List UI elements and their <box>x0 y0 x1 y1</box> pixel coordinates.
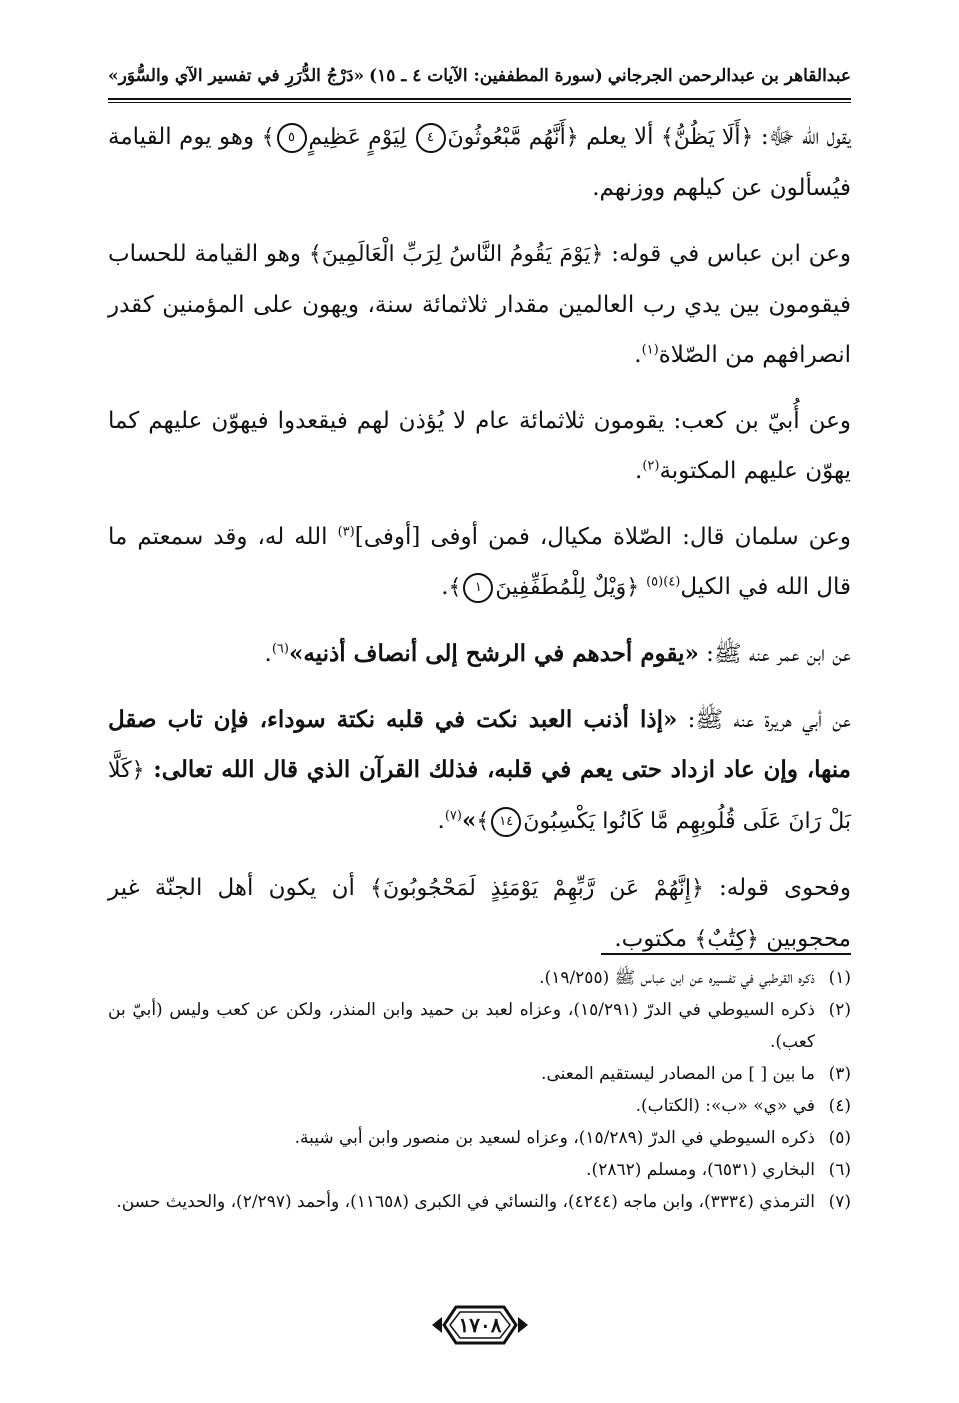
hadith-text: «يقوم أحدهم في الرشح إلى أنصاف أذنيه» <box>288 640 699 667</box>
text: الله له، وقد سمعتم ما قال الله في الكيل <box>108 524 851 600</box>
main-text <box>108 112 851 981</box>
footnote-number: (٤) <box>828 1096 851 1116</box>
footnote-number: (٦) <box>828 1160 851 1180</box>
page-number-ornament <box>430 1303 530 1347</box>
footnote-ref[interactable]: (٢) <box>642 458 660 474</box>
footnote-text: الترمذي (٣٣٣٤)، وابن ماجه (٤٢٤٤)، والنسائي في الكبرى (١١٦٥٨)، وأحمد (٢/٢٩٧)، والحديث حسن. <box>116 1192 815 1212</box>
footnote-item <box>108 1090 851 1122</box>
quran-quote: ﴿كِتَٰبٌ﴾ <box>694 927 759 952</box>
text: وهو القيامة للحساب فيقومون بين يدي رب العالمين مقدار ثلاثمائة سنة، ويهون على المؤمنين كقدر انصرافهم من الصّلاة <box>108 241 851 368</box>
footnote-item <box>108 1154 851 1186</box>
text: وفحوى قوله: <box>703 875 851 901</box>
quran-quote-close: ﴾ <box>476 809 490 834</box>
paragraph-7 <box>108 863 851 965</box>
footnote-item <box>108 962 851 994</box>
text: . <box>635 458 643 484</box>
quran-quote: ﴿إِنَّهُمْ عَن رَّبِّهِمْ يَوْمَئِذٍ لَمَحْجُوبُونَ﴾ <box>370 876 704 901</box>
footnote-ref[interactable]: (١) <box>641 342 659 358</box>
footnote-text: في «ي» «ب»: (الكتاب). <box>635 1096 815 1116</box>
footnote-text: ذكره السيوطي في الدرّ (١٥/٢٨٩)، وعزاه لسعيد بن منصور وابن أبي شيبة. <box>294 1128 815 1148</box>
text: وعن أُبيّ بن كعب: يقومون ثلاثمائة عام لا يُؤذن لهم فيقعدوا فيهوّن عليهم كما يهوّن عليهم المكتوبة <box>108 408 851 484</box>
quran-quote: ﴿يَوْمَ يَقُومُ النَّاسُ لِرَبِّ الْعَالَمِينَ﴾ <box>308 242 604 267</box>
text: . <box>437 808 445 834</box>
footnote-ref[interactable]: (٧) <box>444 808 462 824</box>
hadith-text: «إذا أذنب العبد نكت في قلبه نكتة سوداء، فإن تاب صقل منها، وإن عاد ازداد حتى يعم في قلبه، فذلك القرآن الذي قال الله تعالى: <box>108 706 851 783</box>
text: أن يكون أهل الجنّة غير محجوبين <box>108 875 851 952</box>
footnote-text: البخاري (٦٥٣١)، ومسلم (٢٨٦٢). <box>586 1160 815 1180</box>
ayah-number-marker: ٥ <box>277 123 307 153</box>
footnote-item <box>108 1122 851 1154</box>
header-author: عبدالقاهر بن عبدالرحمن الجرجاني <box>607 66 851 86</box>
quran-quote: ﴿كَلَّا بَلْ رَانَ عَلَى قُلُوبِهِم مَّا كَانُوا يَكْسِبُونَ <box>108 758 851 834</box>
footnote-number: (٢) <box>828 1000 851 1020</box>
text: مكتوب. <box>614 926 695 952</box>
text: . <box>634 342 642 368</box>
footnote-number: (٧) <box>828 1192 851 1212</box>
paragraph-2 <box>108 229 851 380</box>
footnote-item <box>108 994 851 1058</box>
text: . <box>264 641 272 667</box>
footnote-text: ذكره القرطبي في تفسيره عن ابن عباس ﷺ (١٩/٢٥٥). <box>539 968 815 988</box>
footnotes <box>108 962 851 1218</box>
text: عن أبي هريرة عنه ﷺ: <box>677 707 851 733</box>
quran-quote-close: ﴾ <box>448 575 462 600</box>
quran-quote: ﴿أَلَا يَظُنُّ﴾ <box>660 125 754 150</box>
text: ألا يعلم <box>578 124 661 150</box>
footnote-separator <box>601 953 851 955</box>
header-book-title: «دَرْجُ الدُّرَرِ في تفسير الآي والسُّوَر» <box>108 66 365 86</box>
text: وهو يوم القيامة فيُسألون عن كيلهم ووزنهم. <box>108 124 851 201</box>
footnote-item <box>108 1058 851 1090</box>
paragraph-4 <box>108 512 851 613</box>
footnote-ref[interactable]: (٤)(٥) <box>646 574 681 590</box>
quran-quote: ﴿أَنَّهُم مَّبْعُوثُونَ <box>447 125 579 150</box>
header-rule <box>108 98 851 103</box>
text: يقول الله ﷻ: <box>753 124 851 150</box>
footnote-ref[interactable]: (٣) <box>337 524 355 540</box>
footnote-ref[interactable]: (٦) <box>271 641 289 657</box>
paragraph-5 <box>108 629 851 679</box>
text: . <box>441 574 449 600</box>
hadith-close: » <box>461 807 477 834</box>
quran-quote-close: ﴾ <box>261 125 275 150</box>
header-section: (سورة المطففين: الآيات ٤ ـ ١٥) <box>369 66 603 86</box>
footnote-number: (٥) <box>828 1128 851 1148</box>
text: وعن ابن عباس في قوله: <box>603 241 851 267</box>
footnote-text: ما بين [ ] من المصادر ليستقيم المعنى. <box>541 1064 815 1084</box>
running-header <box>108 58 851 94</box>
paragraph-1 <box>108 112 851 213</box>
quran-quote: ﴿وَيْلٌ لِلْمُطَفِّفِينَ <box>495 575 647 600</box>
ayah-number-marker: ١ <box>463 573 493 603</box>
footnote-number: (٣) <box>828 1064 851 1084</box>
footnote-number: (١) <box>828 968 851 988</box>
text: وعن سلمان قال: الصّلاة مكيال، فمن أوفى [أوفى] <box>354 524 851 550</box>
quran-quote: لِيَوْمٍ عَظِيمٍ <box>308 125 414 150</box>
paragraph-3 <box>108 396 851 496</box>
ayah-number-marker: ٤ <box>416 123 446 153</box>
footnote-text: ذكره السيوطي في الدرّ (١٥/٢٩١)، وعزاه لعبد بن حميد وابن المنذر، ولكن عن كعب وليس (أبيّ بن كعب). <box>108 1000 815 1052</box>
footnote-item <box>108 1186 851 1218</box>
ayah-number-marker: ١٤ <box>491 807 521 837</box>
page-number: ١٧٠٨ <box>458 1313 502 1337</box>
paragraph-6 <box>108 695 851 847</box>
text: عن ابن عمر عنه ﷺ: <box>698 641 851 667</box>
